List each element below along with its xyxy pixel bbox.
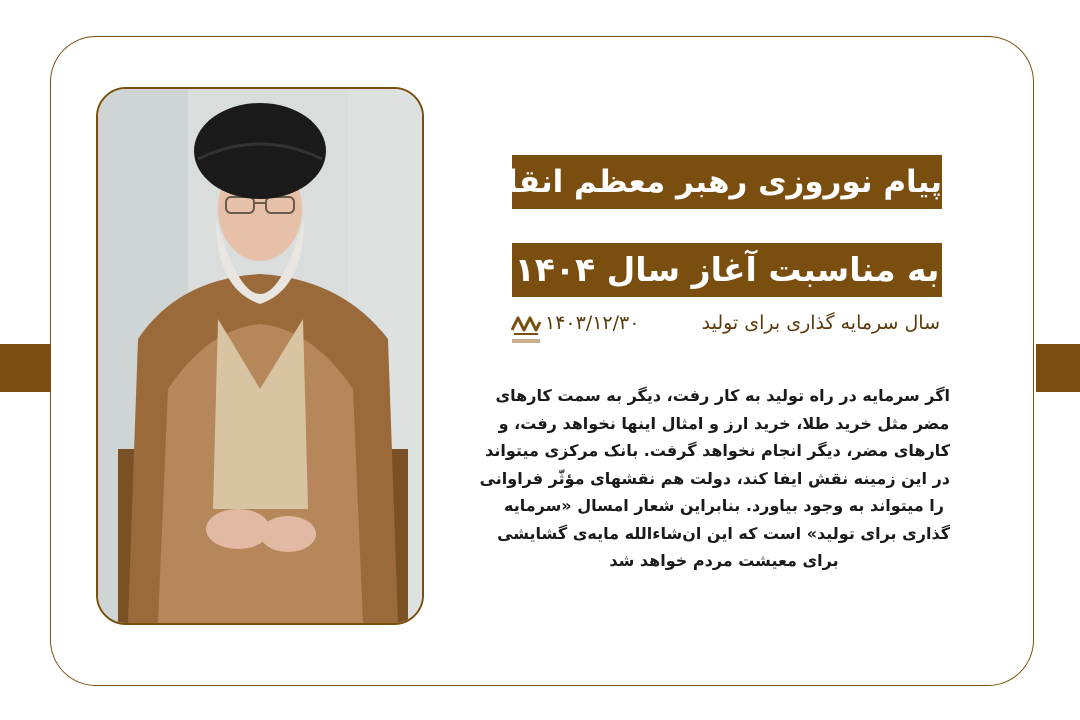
date-label: ۱۴۰۳/۱۲/۳۰ xyxy=(545,312,640,334)
message-line: کارهای مضر، دیگر انجام نخواهد گرفت. بانک مرکزی میتواند xyxy=(485,441,950,460)
message-line: اگر سرمایه در راه تولید به کار رفت، دیگر به سمت کارهای xyxy=(495,386,950,405)
message-line: گذاری برای تولید» است که این ان‌شاءالله مایه‌ی گشایشی xyxy=(497,523,950,543)
right-accent-bar xyxy=(1036,344,1080,392)
message-line: را میتواند به وجود بیاورد. بنابراین شعار امسال «سرمایه xyxy=(503,496,944,515)
portrait-photo xyxy=(96,87,424,625)
message-line: در این زمینه نقش ایفا کند، دولت هم نقشهای مؤثّر فراوانی xyxy=(479,468,950,488)
organization-logo-icon xyxy=(508,310,544,348)
left-accent-bar xyxy=(0,344,56,392)
year-slogan: سال سرمایه گذاری برای تولید xyxy=(701,312,940,334)
title-line-1: پیام نوروزی رهبر معظم انقلاب xyxy=(512,155,942,209)
title-line-2: به مناسبت آغاز سال ۱۴۰۴ xyxy=(512,243,942,297)
message-line: برای معیشت مردم خواهد شد xyxy=(609,551,839,570)
message-body xyxy=(479,382,950,575)
message-line: مضر مثل خرید طلا، خرید ارز و امثال اینها نخواهد رفت، و xyxy=(498,413,950,433)
